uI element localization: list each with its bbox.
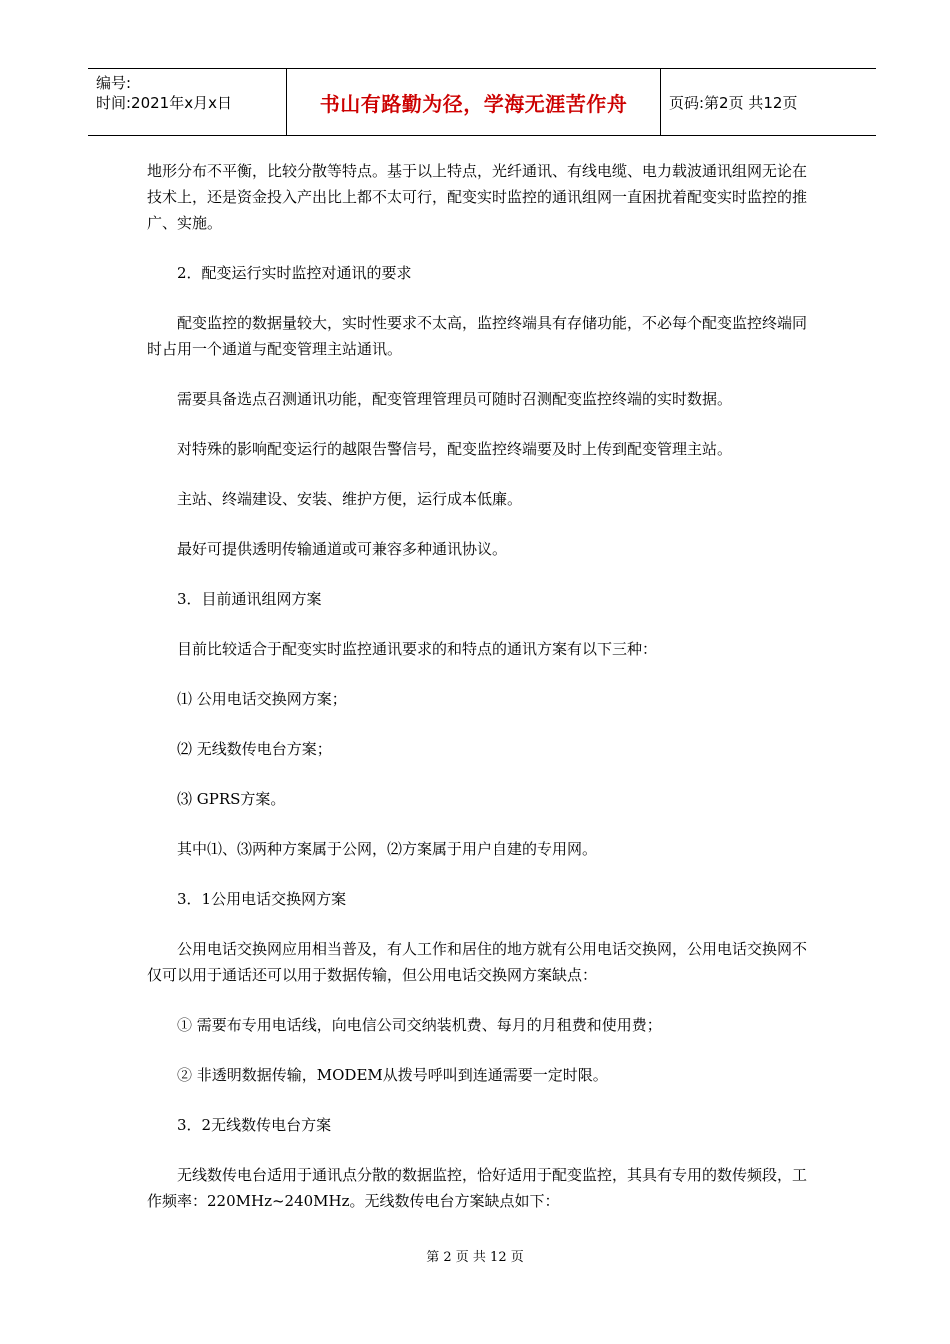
document-body: [147, 158, 819, 1238]
header-page-label: 页码:第2页 共12页: [669, 93, 798, 112]
paragraph: 最好可提供透明传输通道或可兼容多种通讯协议。: [177, 540, 508, 558]
list-item: ⑶ GPRS方案。: [177, 790, 286, 808]
section-heading-2: 2．配变运行实时监控对通讯的要求: [177, 264, 412, 282]
list-item: ② 非透明数据传输，MODEM从拨号呼叫到连通需要一定时限。: [177, 1066, 608, 1084]
paragraph-continuation: 地形分布不平衡，比较分散等特点。基于以上特点，光纤通讯、有线电缆、电力载波通讯组网无论在技术上，还是资金投入产出比上都不太可行，配变实时监控的通讯组网一直困扰着配变实时监控的推广、实施。: [147, 162, 808, 232]
paragraph: 公用电话交换网应用相当普及，有人工作和居住的地方就有公用电话交换网，公用电话交换网不仅可以用于通话还可以用于数据传输，但公用电话交换网方案缺点：: [147, 940, 808, 984]
paragraph: 主站、终端建设、安装、维护方便，运行成本低廉。: [177, 490, 523, 508]
page-footer: 第 2 页 共 12 页: [426, 1250, 524, 1265]
section-heading-3-1: 3．1公用电话交换网方案: [177, 890, 347, 908]
header-motto: 书山有路勤为径，学海无涯苦作舟: [287, 69, 661, 135]
list-item: ⑴ 公用电话交换网方案；: [177, 690, 347, 708]
paragraph: 无线数传电台适用于通讯点分散的数据监控，恰好适用于配变监控，其具有专用的数传频段，工作频率：220MHz~240MHz。无线数传电台方案缺点如下：: [147, 1166, 808, 1210]
page-header: [88, 68, 876, 136]
list-item: ⑵ 无线数传电台方案；: [177, 740, 332, 758]
paragraph: 其中⑴、⑶两种方案属于公网，⑵方案属于用户自建的专用网。: [177, 840, 598, 858]
section-heading-3-2: 3．2无线数传电台方案: [177, 1116, 332, 1134]
header-id-label: 编号:: [96, 74, 132, 92]
list-item: ① 需要布专用电话线，向电信公司交纳装机费、每月的月租费和使用费；: [177, 1016, 662, 1034]
header-time-label: 时间:2021年x月x日: [96, 94, 232, 112]
section-heading-3: 3．目前通讯组网方案: [177, 590, 322, 608]
paragraph: 对特殊的影响配变运行的越限告警信号，配变监控终端要及时上传到配变管理主站。: [177, 440, 733, 458]
paragraph: 需要具备选点召测通讯功能，配变管理管理员可随时召测配变监控终端的实时数据。: [177, 390, 733, 408]
header-meta: [88, 69, 287, 135]
paragraph: 目前比较适合于配变实时监控通讯要求的和特点的通讯方案有以下三种：: [177, 640, 658, 658]
paragraph: 配变监控的数据量较大，实时性要求不太高，监控终端具有存储功能，不必每个配变监控终端同时占用一个通道与配变管理主站通讯。: [147, 314, 808, 358]
